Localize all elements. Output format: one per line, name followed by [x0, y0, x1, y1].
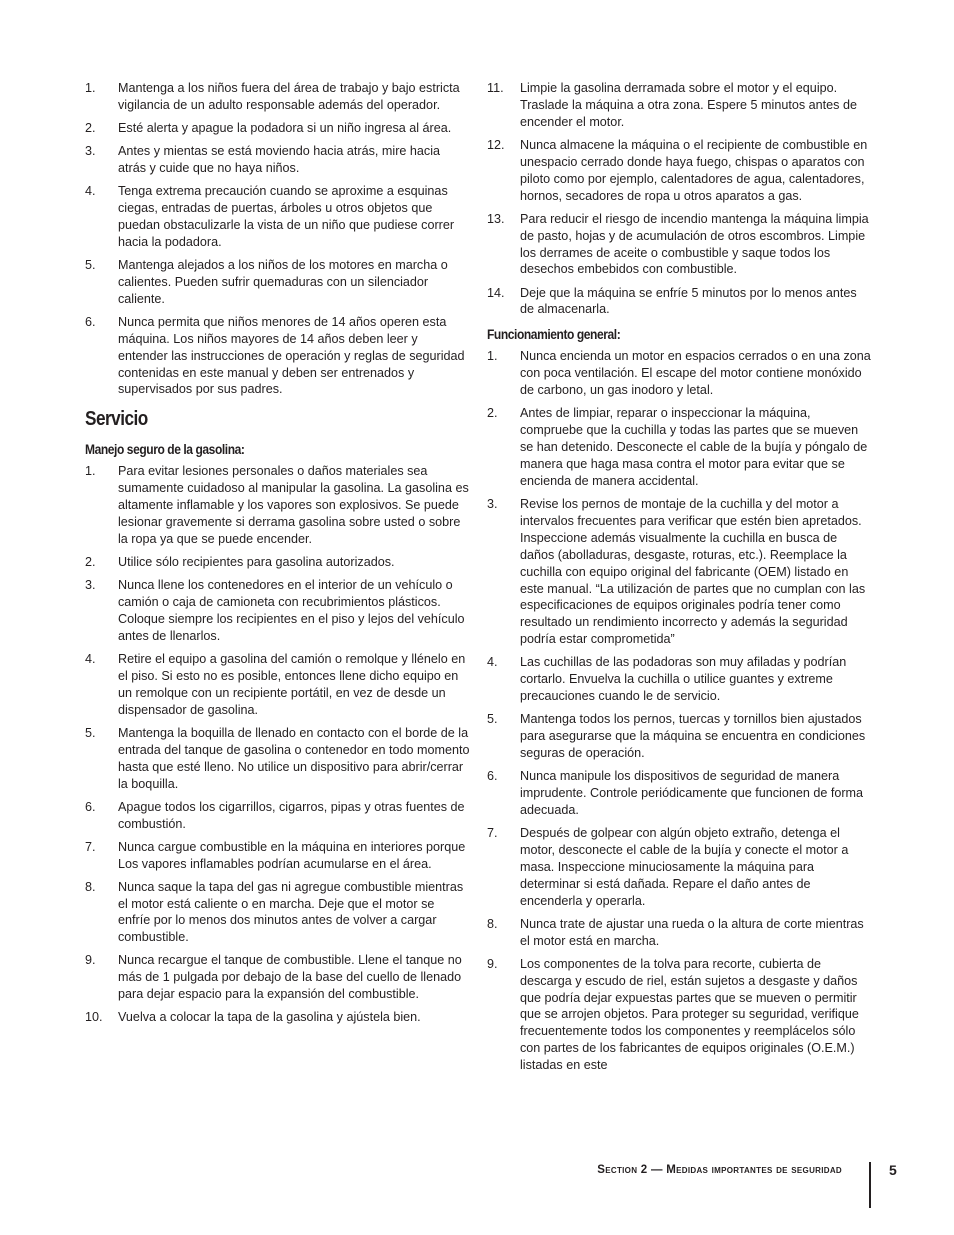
right-column: [487, 80, 872, 1080]
item-number: 4.: [85, 184, 96, 199]
item-text: Mantenga la boquilla de llenado en contacto con el borde de la entrada del tanque de gasolina o contenedor en todo momento hasta que esté lleno. No utilice un dispositivo para abrir/cerrar la boquilla.: [118, 725, 470, 791]
item-text: Nunca manipule los dispositivos de seguridad de manera imprudente. Controle periódicamente que funcionen de forma adecuada.: [520, 769, 864, 817]
item-number: 10.: [85, 1010, 103, 1025]
item-number: 6.: [487, 769, 498, 784]
item-number: 9.: [85, 953, 96, 968]
item-text: Nunca encienda un motor en espacios cerrados o en una zona con poca ventilación. El escape del motor contiene monóxido de carbono, un gas inodoro y letal.: [520, 349, 871, 398]
list-item: [487, 285, 872, 319]
item-number: 4.: [85, 651, 96, 666]
list-item: [487, 825, 872, 910]
item-number: 5.: [85, 725, 96, 740]
item-text: Esté alerta y apague la podadora si un niño ingresa al área.: [118, 121, 452, 135]
item-text: Nunca cargue combustible en la máquina en interiores porque Los vapores inflamables podrían acumularse en el área.: [118, 839, 466, 871]
item-number: 8.: [487, 916, 498, 931]
item-text: Para evitar lesiones personales o daños materiales sea sumamente cuidadoso al manipular la gasolina. La gasolina es altamente inflamable y los vapores son explosivos. Se puede lesionar gravemente si derrama gasolina sobre usted o sobre la ropa ya que se puede encender.: [118, 464, 469, 546]
footer-section-label: Section 2 — Medidas importantes de seguridad: [597, 1164, 842, 1176]
fuel-heading: Manejo seguro de la gasolina:: [85, 441, 245, 458]
list-item: [487, 654, 872, 705]
item-number: 7.: [85, 839, 96, 854]
list-item: [487, 496, 872, 648]
item-text: Revise los pernos de montaje de la cuchilla y del motor a intervalos frecuentes para verificar que estén bien apretados. Inspeccione además visualmente la cuchilla en busca de daños (abolladuras, desgaste, roturas, etc.). Reemplace la cuchilla con equipo original del fabricante (OEM) listado en este manual. “La utilización de partes que no cumplan con las especificaciones de equipos originales podría tener como resultado un rendimiento incorrecto y además la seguridad podría estar comprometida”: [520, 496, 866, 647]
item-text: Las cuchillas de las podadoras son muy afiladas y podrían cortarlo. Envuelva la cuchilla o utilice guantes y extreme precauciones cuando le de servicio.: [520, 655, 847, 704]
item-text: Apague todos los cigarrillos, cigarros, pipas y otras fuentes de combustión.: [118, 799, 465, 831]
item-number: 7.: [487, 826, 498, 841]
item-text: Después de golpear con algún objeto extraño, detenga el motor, desconecte el cable de la bujía y conecte el motor a masa. Inspeccione minuciosamente la máquina para determinar si está dañada. Repare el daño antes de encenderla y operarla.: [520, 826, 849, 908]
item-number: 2.: [85, 555, 96, 570]
item-number: 9.: [487, 956, 498, 971]
item-text: Los componentes de la tolva para recorte, cubierta de descarga y escudo de riel, están sujetos a desgaste y daños que podría dejar expuestas partes que se mueven o permitir que se arrojen objetos. Para proteger su seguridad, verifique frecuentemente todos los componentes y reemplácelos sólo con partes de los fabricantes de equipos originales (O.E.M.) listadas en este: [520, 956, 859, 1073]
item-number: 2.: [85, 121, 96, 135]
item-text: Retire el equipo a gasolina del camión o remolque y llénelo en el piso. Si esto no es posible, entonces llene dicho equipo en un remolque con un recipiente portátil, en vez de desde un dispensador de gasolina.: [118, 651, 466, 717]
list-item: [85, 879, 470, 947]
item-number: 12.: [487, 137, 505, 152]
list-item: [85, 1009, 470, 1026]
item-text: Mantenga todos los pernos, tuercas y tornillos bien ajustados para asegurarse que la máquina se encuentra en condiciones seguras de operación.: [520, 712, 866, 761]
item-number: 3.: [487, 496, 498, 511]
section-title: Servicio: [85, 408, 148, 431]
general-operation-heading: Funcionamiento general:: [487, 326, 621, 343]
item-text: Limpie la gasolina derramada sobre el motor y el equipo. Traslade la máquina a otra zona. Espere 5 minutos antes de encender el motor.: [520, 81, 857, 129]
item-number: 1.: [487, 349, 498, 364]
list-item: [487, 711, 872, 762]
list-item: [487, 348, 872, 399]
list-item: [85, 725, 470, 793]
list-item: [85, 952, 470, 1003]
list-item: [85, 80, 470, 114]
page-footer: [0, 1162, 954, 1208]
footer-divider: [869, 1162, 871, 1208]
item-number: 2.: [487, 406, 498, 421]
list-item: [487, 916, 872, 950]
list-item: [85, 314, 470, 399]
item-text: Antes de limpiar, reparar o inspeccionar la máquina, compruebe que la cuchilla y todas las partes que se mueven se han detenido. Desconecte el cable de la bujía y póngalo de manera que haga masa contra el motor para evitar que se encienda de manera accidental.: [520, 406, 868, 488]
item-number: 3.: [85, 144, 96, 159]
list-item: [85, 799, 470, 833]
item-number: 13.: [487, 211, 505, 226]
list-item: [85, 120, 470, 137]
item-number: 5.: [85, 257, 96, 272]
list-item: [85, 183, 470, 251]
item-number: 8.: [85, 879, 96, 894]
general-operation-list: [487, 348, 872, 1074]
list-item: [85, 651, 470, 719]
item-text: Nunca recargue el tanque de combustible. Llene el tanque no más de 1 pulgada por debajo de la base del cuello de llenado para dejar espacio para la expansión del combustible.: [118, 953, 462, 1002]
list-item: [85, 554, 470, 571]
list-item: [85, 577, 470, 645]
item-text: Para reducir el riesgo de incendio mantenga la máquina limpia de pasto, hojas y de acumulación de otros escombros. Limpie los derrames de aceite o combustible y saque todos los desechos embebidos con combustible.: [520, 211, 869, 277]
item-text: Nunca saque la tapa del gas ni agregue combustible mientras el motor está caliente o en marcha. Deje que el motor se enfríe por lo menos dos minutos antes de volver a cargar combustible.: [118, 879, 464, 945]
fuel-safety-list-continued: [487, 80, 872, 318]
item-text: Nunca almacene la máquina o el recipiente de combustible en unespacio cerrado donde haya fuego, chispas o aparatos con piloto como por ejemplo, calentadores de agua, calentadores, hornos, secadores de ropa u otros aparatos a gas.: [520, 137, 868, 203]
item-text: Mantenga a los niños fuera del área de trabajo y bajo estricta vigilancia de un adulto responsable además del operador.: [118, 81, 460, 112]
item-text: Nunca permita que niños menores de 14 años operen esta máquina. Los niños mayores de 14 años deben leer y entender las instrucciones de operación y reglas de seguridad contenidas en este manual y deben ser entrenados y supervisados por sus padres.: [118, 314, 465, 397]
list-item: [487, 211, 872, 279]
list-item: [487, 768, 872, 819]
children-safety-list: [85, 80, 470, 398]
item-text: Vuelva a colocar la tapa de la gasolina y ajústela bien.: [118, 1010, 421, 1025]
item-number: 14.: [487, 285, 505, 300]
item-text: Utilice sólo recipientes para gasolina autorizados.: [118, 555, 395, 570]
item-number: 3.: [85, 578, 96, 593]
item-number: 4.: [487, 655, 498, 670]
item-number: 11.: [487, 81, 504, 95]
list-item: [85, 839, 470, 873]
item-number: 5.: [487, 712, 498, 727]
list-item: [487, 956, 872, 1074]
item-text: Tenga extrema precaución cuando se aproxime a esquinas ciegas, entradas de puertas, árboles u otros objetos que puedan obstaculizarle la vista de un niño que pudiese correr hacia la podadora.: [118, 184, 455, 249]
item-number: 6.: [85, 314, 96, 329]
fuel-safety-list: [85, 463, 470, 1026]
list-item: [487, 80, 872, 131]
list-item: [487, 137, 872, 205]
page-number: 5: [889, 1162, 897, 1178]
list-item: [85, 463, 470, 548]
item-number: 1.: [85, 464, 96, 479]
item-text: Antes y mientas se está moviendo hacia atrás, mire hacia atrás y cuide que no haya niños.: [118, 144, 440, 175]
item-text: Nunca llene los contenedores en el interior de un vehículo o camión o caja de camioneta con recubrimientos plásticos. Coloque siempre los recipientes en el piso y lejos del vehículo antes de llenarlos.: [118, 578, 465, 643]
item-text: Mantenga alejados a los niños de los motores en marcha o calientes. Pueden sufrir quemaduras con un silenciador caliente.: [118, 257, 448, 306]
list-item: [487, 405, 872, 490]
list-item: [85, 143, 470, 177]
item-text: Deje que la máquina se enfríe 5 minutos por lo menos antes de almacenarla.: [520, 285, 857, 317]
left-column: [85, 80, 470, 1032]
item-number: 6.: [85, 799, 96, 814]
list-item: [85, 257, 470, 308]
item-text: Nunca trate de ajustar una rueda o la altura de corte mientras el motor está en marcha.: [520, 916, 864, 948]
item-number: 1.: [85, 81, 96, 95]
